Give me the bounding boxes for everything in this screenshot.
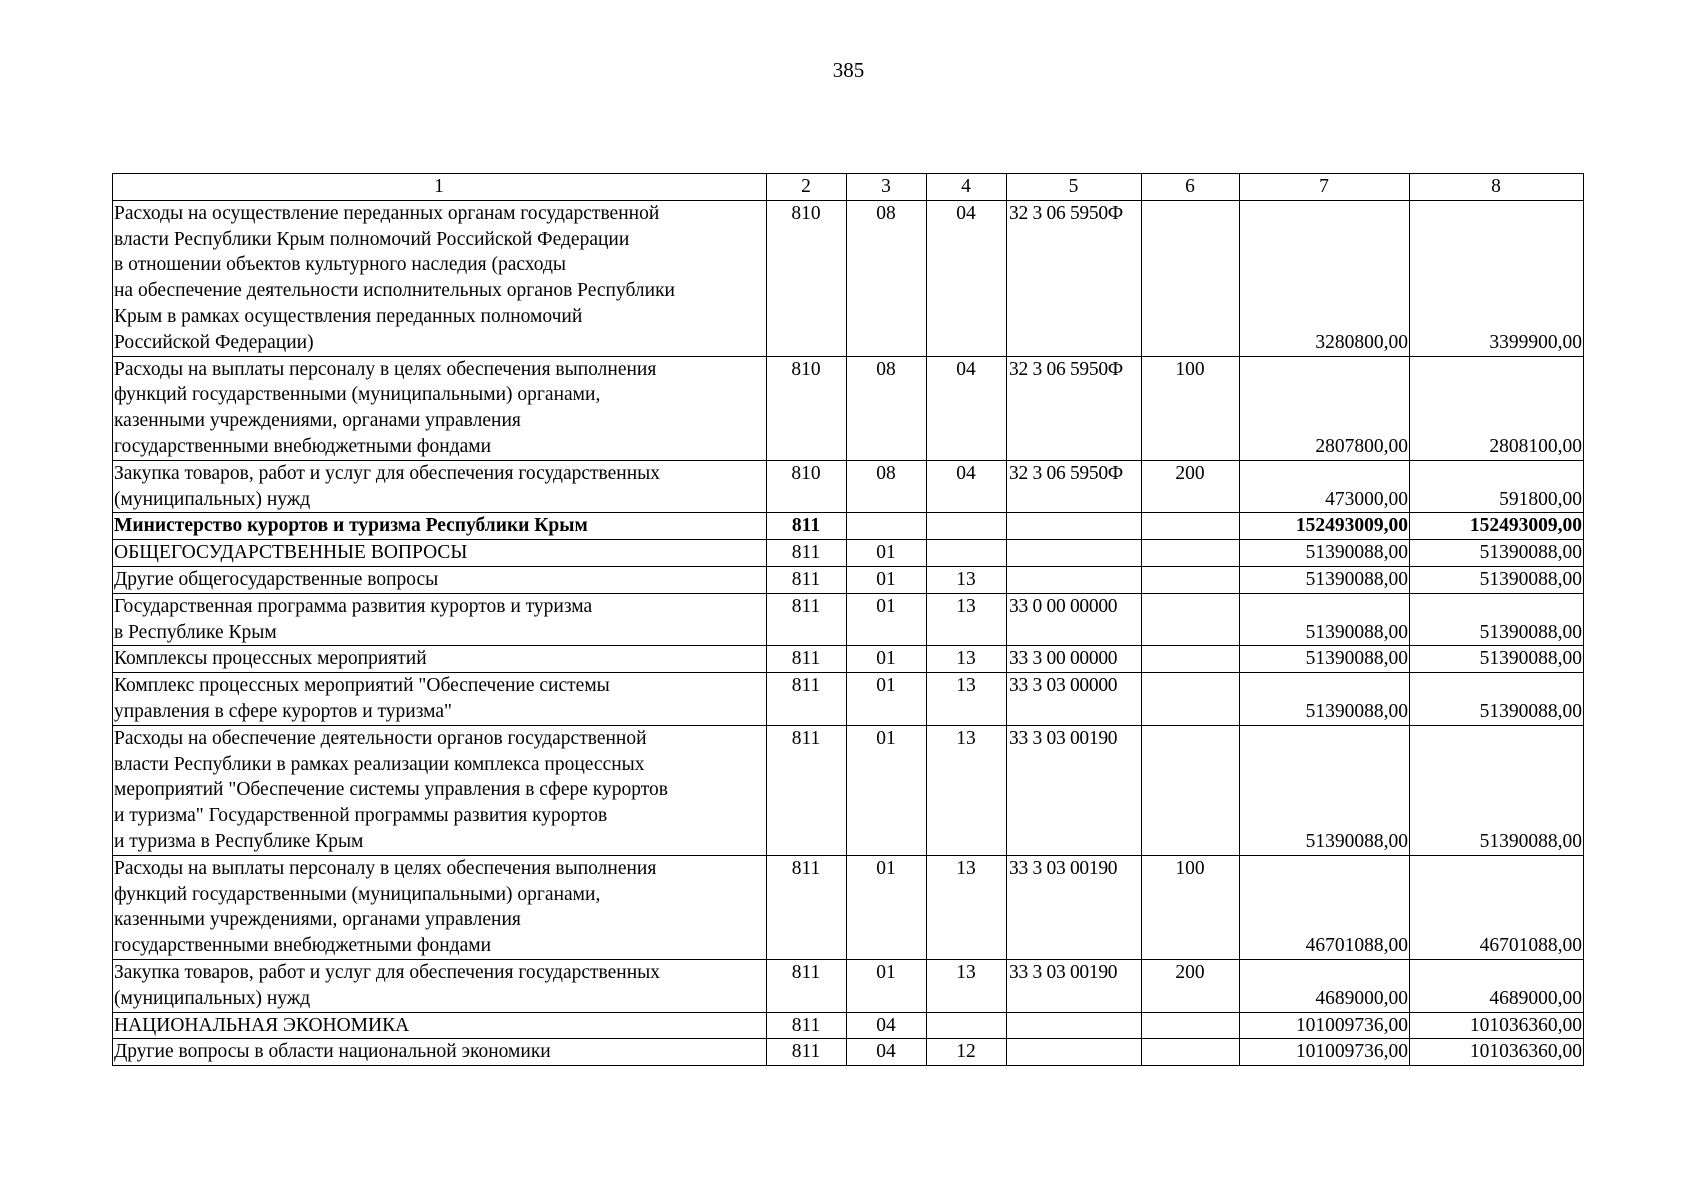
table-row [113,959,1584,1012]
cell-ministry-code: 811 [767,566,847,593]
cell-description [113,540,767,567]
description-line: управления в сфере курортов и туризма" [114,700,452,722]
cell-section [847,513,927,540]
cell-description [113,513,767,540]
cell-target-article [1007,1012,1142,1039]
cell-expense-type [1142,513,1240,540]
cell-amount-year-1: 2807800,00 [1240,356,1410,460]
description-line: казенными учреждениями, органами управления [114,909,521,931]
cell-amount-year-1: 51390088,00 [1240,540,1410,567]
cell-subsection: 12 [927,1039,1007,1066]
cell-ministry-code: 811 [767,855,847,959]
cell-ministry-code: 811 [767,1012,847,1039]
cell-amount-year-1: 3280800,00 [1240,200,1410,356]
cell-amount-year-2: 4689000,00 [1410,959,1584,1012]
cell-ministry-code: 811 [767,1039,847,1066]
description-line: на обеспечение деятельности исполнительных органов Республики [114,280,675,302]
cell-expense-type [1142,673,1240,726]
description-line: Российской Федерации) [114,331,314,353]
cell-amount-year-2: 101036360,00 [1410,1039,1584,1066]
cell-description [113,200,767,356]
cell-expense-type [1142,593,1240,646]
cell-subsection [927,513,1007,540]
budget-table [112,173,1584,1066]
table-header-row [113,174,1584,201]
cell-subsection: 04 [927,200,1007,356]
cell-subsection: 13 [927,673,1007,726]
cell-target-article: 33 3 03 00190 [1007,855,1142,959]
cell-section: 08 [847,460,927,513]
description-line: Комплекс процессных мероприятий "Обеспечение системы [114,675,610,697]
cell-description [113,1012,767,1039]
cell-description [113,356,767,460]
cell-amount-year-1: 51390088,00 [1240,593,1410,646]
table-row [113,566,1584,593]
cell-amount-year-2: 51390088,00 [1410,540,1584,567]
description-line: государственными внебюджетными фондами [114,435,492,457]
description-line: НАЦИОНАЛЬНАЯ ЭКОНОМИКА [114,1014,410,1036]
cell-ministry-code: 811 [767,959,847,1012]
cell-subsection: 04 [927,460,1007,513]
cell-target-article: 33 3 03 00190 [1007,959,1142,1012]
cell-expense-type [1142,1012,1240,1039]
cell-section: 08 [847,356,927,460]
description-line: государственными внебюджетными фондами [114,935,492,957]
cell-section: 01 [847,593,927,646]
cell-amount-year-2: 51390088,00 [1410,673,1584,726]
description-line: Крым в рамках осуществления переданных полномочий [114,305,583,327]
table-row [113,855,1584,959]
cell-expense-type [1142,725,1240,855]
column-header: 3 [847,174,927,201]
cell-ministry-code: 810 [767,356,847,460]
cell-description [113,673,767,726]
cell-subsection: 13 [927,593,1007,646]
cell-section: 04 [847,1039,927,1066]
cell-subsection: 13 [927,566,1007,593]
cell-target-article [1007,566,1142,593]
cell-target-article: 32 3 06 5950Ф [1007,200,1142,356]
table-row [113,725,1584,855]
cell-expense-type: 200 [1142,959,1240,1012]
description-line: в Республике Крым [114,621,277,643]
cell-subsection: 13 [927,646,1007,673]
cell-target-article: 33 3 03 00000 [1007,673,1142,726]
cell-description [113,1039,767,1066]
description-line: и туризма в Республике Крым [114,830,364,852]
cell-amount-year-2: 101036360,00 [1410,1012,1584,1039]
cell-subsection: 04 [927,356,1007,460]
cell-ministry-code: 811 [767,593,847,646]
cell-subsection: 13 [927,959,1007,1012]
description-line: в отношении объектов культурного наследия (расходы [114,254,567,276]
column-header: 6 [1142,174,1240,201]
cell-description [113,460,767,513]
column-header: 4 [927,174,1007,201]
cell-amount-year-2: 591800,00 [1410,460,1584,513]
description-line: Закупка товаров, работ и услуг для обеспечения государственных [114,462,661,484]
cell-amount-year-2: 51390088,00 [1410,593,1584,646]
description-line: Комплексы процессных мероприятий [114,648,427,670]
table-row [113,540,1584,567]
cell-amount-year-1: 51390088,00 [1240,566,1410,593]
cell-description [113,646,767,673]
cell-target-article [1007,513,1142,540]
description-line: Расходы на осуществление переданных органам государственной [114,202,660,224]
cell-amount-year-2: 2808100,00 [1410,356,1584,460]
cell-subsection: 13 [927,855,1007,959]
table-row [113,1012,1584,1039]
cell-amount-year-2: 46701088,00 [1410,855,1584,959]
description-line: Министерство курортов и туризма Республики Крым [114,515,588,537]
page-number: 385 [832,58,865,82]
table-row [113,460,1584,513]
description-line: функций государственными (муниципальными) органами, [114,883,601,905]
cell-section: 08 [847,200,927,356]
cell-target-article: 32 3 06 5950Ф [1007,356,1142,460]
description-line: власти Республики Крым полномочий Российской Федерации [114,228,630,250]
cell-ministry-code: 811 [767,725,847,855]
cell-description [113,566,767,593]
cell-expense-type [1142,200,1240,356]
description-line: Расходы на выплаты персоналу в целях обеспечения выполнения [114,857,657,879]
cell-target-article: 33 3 03 00190 [1007,725,1142,855]
column-header: 2 [767,174,847,201]
cell-section: 01 [847,646,927,673]
description-line: Расходы на выплаты персоналу в целях обеспечения выполнения [114,358,657,380]
cell-amount-year-1: 51390088,00 [1240,725,1410,855]
cell-amount-year-1: 46701088,00 [1240,855,1410,959]
description-line: (муниципальных) нужд [114,987,311,1009]
cell-ministry-code: 810 [767,200,847,356]
description-line: (муниципальных) нужд [114,488,311,510]
cell-section: 01 [847,725,927,855]
cell-amount-year-2: 51390088,00 [1410,566,1584,593]
table-row [113,646,1584,673]
cell-section: 01 [847,959,927,1012]
table-row [113,513,1584,540]
cell-amount-year-1: 4689000,00 [1240,959,1410,1012]
cell-expense-type: 100 [1142,356,1240,460]
cell-ministry-code: 811 [767,673,847,726]
column-header: 7 [1240,174,1410,201]
cell-amount-year-1: 152493009,00 [1240,513,1410,540]
cell-subsection [927,540,1007,567]
description-line: и туризма" Государственной программы развития курортов [114,805,608,827]
cell-target-article: 33 3 00 00000 [1007,646,1142,673]
cell-amount-year-1: 51390088,00 [1240,673,1410,726]
column-header: 5 [1007,174,1142,201]
cell-target-article [1007,1039,1142,1066]
cell-amount-year-2: 51390088,00 [1410,725,1584,855]
cell-section: 01 [847,540,927,567]
cell-ministry-code: 811 [767,646,847,673]
cell-amount-year-2: 3399900,00 [1410,200,1584,356]
cell-section: 04 [847,1012,927,1039]
description-line: Закупка товаров, работ и услуг для обеспечения государственных [114,961,661,983]
cell-amount-year-1: 101009736,00 [1240,1039,1410,1066]
cell-target-article [1007,540,1142,567]
cell-target-article: 33 0 00 00000 [1007,593,1142,646]
cell-amount-year-1: 51390088,00 [1240,646,1410,673]
cell-section: 01 [847,855,927,959]
table-row [113,356,1584,460]
description-line: власти Республики в рамках реализации комплекса процессных [114,753,645,775]
description-line: Другие вопросы в области национальной экономики [114,1041,551,1063]
cell-amount-year-1: 101009736,00 [1240,1012,1410,1039]
table-row [113,1039,1584,1066]
cell-description [113,725,767,855]
cell-amount-year-2: 152493009,00 [1410,513,1584,540]
cell-amount-year-2: 51390088,00 [1410,646,1584,673]
cell-expense-type [1142,1039,1240,1066]
description-line: казенными учреждениями, органами управления [114,410,521,432]
description-line: Расходы на обеспечение деятельности органов государственной [114,727,647,749]
table-row [113,593,1584,646]
cell-description [113,959,767,1012]
cell-description [113,855,767,959]
cell-description [113,593,767,646]
description-line: функций государственными (муниципальными) органами, [114,384,601,406]
cell-amount-year-1: 473000,00 [1240,460,1410,513]
cell-section: 01 [847,566,927,593]
cell-ministry-code: 811 [767,540,847,567]
column-header: 8 [1410,174,1584,201]
cell-section: 01 [847,673,927,726]
cell-ministry-code: 810 [767,460,847,513]
cell-subsection: 13 [927,725,1007,855]
cell-expense-type: 200 [1142,460,1240,513]
description-line: ОБЩЕГОСУДАРСТВЕННЫЕ ВОПРОСЫ [114,542,468,564]
table-row [113,200,1584,356]
description-line: Другие общегосударственные вопросы [114,568,439,590]
cell-expense-type [1142,646,1240,673]
cell-expense-type [1142,566,1240,593]
table-row [113,673,1584,726]
description-line: мероприятий "Обеспечение системы управления в сфере курортов [114,779,668,801]
cell-target-article: 32 3 06 5950Ф [1007,460,1142,513]
cell-expense-type [1142,540,1240,567]
cell-expense-type: 100 [1142,855,1240,959]
description-line: Государственная программа развития курортов и туризма [114,595,593,617]
column-header: 1 [113,174,767,201]
cell-subsection [927,1012,1007,1039]
cell-ministry-code: 811 [767,513,847,540]
